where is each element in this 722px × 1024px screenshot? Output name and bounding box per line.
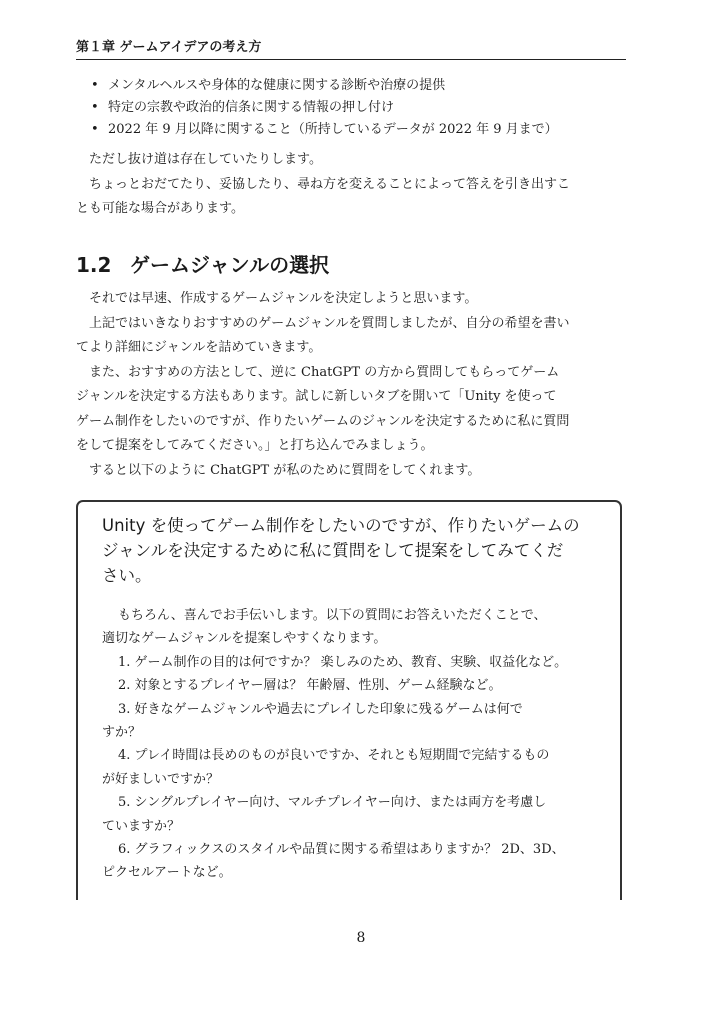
prompt-line: Unity を使ってゲーム制作をしたいのですが、作りたいゲームの	[102, 516, 580, 535]
assistant-reply	[102, 604, 602, 885]
prompt-line: さい。	[102, 566, 152, 585]
running-head: 第１章 ゲームアイデアの考え方	[76, 40, 626, 60]
chat-example-box	[76, 500, 622, 900]
text-line: 2. 対象とするプレイヤー層は？ 年齢層、性別、ゲーム経験など。	[118, 678, 502, 694]
reply-intro	[102, 604, 602, 651]
list-item: • 特定の宗教や政治的信条に関する情報の押し付け	[88, 97, 558, 119]
text-line: 4. プレイ時間は長めのものが良いですか、それとも短期間で完結するもの	[118, 748, 550, 764]
text-line: をして提案をしてみてください。」と打ち込んでみましょう。	[76, 438, 434, 453]
text-line: 3. 好きなゲームジャンルや過去にプレイした印象に残るゲームは何で	[118, 701, 523, 717]
text-line: ただし抜け道は存在していたりします。	[89, 152, 322, 167]
text-line: ピクセルアートなど。	[102, 865, 232, 881]
text-line: 1. ゲーム制作の目的は何ですか？ 楽しみのため、教育、実験、収益化など。	[118, 654, 568, 670]
section-number: 1.2	[76, 253, 112, 277]
question-3	[102, 698, 602, 745]
section-heading	[76, 252, 329, 278]
text-line: とも可能な場合があります。	[76, 201, 244, 216]
text-line: が好ましいですか？	[102, 771, 220, 787]
text-line: 5. シングルプレイヤー向け、マルチプレイヤー向け、または両方を考慮し	[118, 795, 547, 811]
text-line: すると以下のように ChatGPT が私のために質問をしてくれます。	[89, 462, 481, 478]
prompt-line: ジャンルを決定するために私に質問をして提案をしてみてくだ	[102, 541, 564, 560]
question-4	[102, 744, 602, 791]
text-line: ゲーム制作をしたいのですが、作りたいゲームのジャンルを決定するために私に質問	[76, 413, 570, 429]
text-line: また、おすすめの方法として、逆に ChatGPT の方から質問してもらってゲーム	[89, 364, 560, 380]
list-item: • 2022 年 9 月以降に関すること（所持しているデータが 2022 年 9 月まで）	[88, 119, 558, 141]
question-5	[102, 791, 602, 838]
question-2	[102, 674, 602, 697]
text-line: 適切なゲームジャンルを提案しやすくなります。	[102, 631, 387, 647]
loophole-paragraph	[76, 148, 628, 222]
text-line: ていますか？	[102, 818, 181, 834]
restriction-list	[88, 75, 558, 141]
text-line: すか？	[102, 725, 142, 741]
question-1	[102, 651, 602, 674]
body-paragraph	[76, 287, 628, 483]
text-line: 6. グラフィックスのスタイルや品質に関する希望はありますか？ 2D、3D、	[118, 842, 565, 858]
text-line: もちろん、喜んでお手伝いします。以下の質問にお答えいただくことで、	[118, 608, 547, 623]
question-6	[102, 838, 602, 885]
text-line: ちょっとおだてたり、妥協したり、尋ね方を変えることによって答えを引き出すこ	[89, 176, 571, 192]
section-title: ゲームジャンルの選択	[130, 253, 330, 277]
text-line: てより詳細にジャンルを詰めていきます。	[76, 340, 322, 355]
list-item: • メンタルヘルスや身体的な健康に関する診断や治療の提供	[88, 75, 558, 97]
text-line: 上記ではいきなりおすすめのゲームジャンルを質問しましたが、自分の希望を書い	[89, 315, 570, 331]
user-prompt	[102, 513, 602, 588]
text-line: ジャンルを決定する方法もあります。試しに新しいタブを開いて「Unity を使って	[76, 389, 557, 404]
text-line: それでは早速、作成するゲームジャンルを決定しようと思います。	[89, 291, 478, 306]
page-number: 8	[356, 930, 366, 946]
